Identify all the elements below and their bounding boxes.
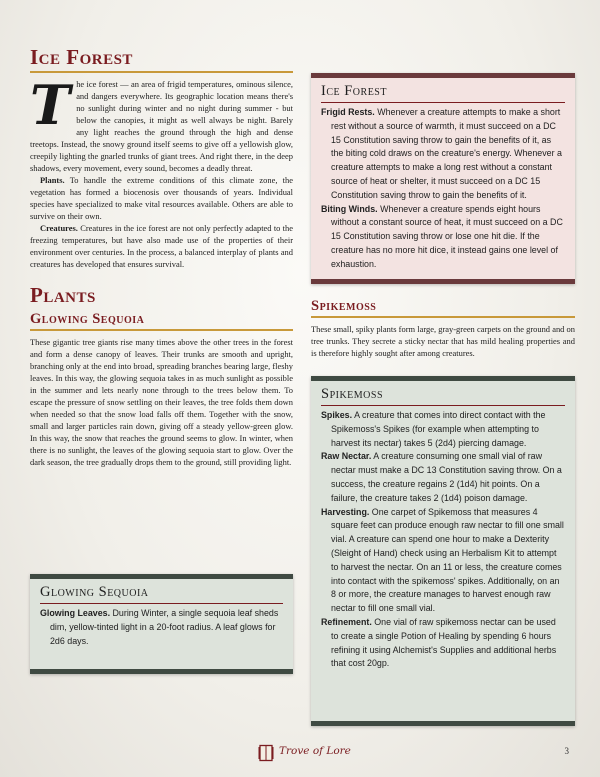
glowing-leaves-entry — [40, 607, 283, 648]
harvesting-text: One carpet of Spikemoss that measures 4 square feet can produce enough raw nectar to fill one small vial. A creature can spend one hour to make a Dexterity (Sleight of Hand) check using an Herbalism Kit to attempt to harvest the nectar. On an 11 or less, the creature comes into contact with the spikemoss' spikes. Additionally, on an 8 or more, the creature manages to harvest enough raw nectar to fill one small vial. — [331, 506, 564, 614]
sequoia-stat-box — [30, 574, 293, 674]
raw-nectar-text: A creature consuming one small vial of raw nectar must make a DC 13 Constitution saving throw. On a success, the creature regains 2 (1d4) hit points. On a failure, the creature takes 2 (1d4) poison damage. — [331, 451, 562, 503]
page-footer — [0, 742, 600, 762]
sequoia-box-rule — [40, 603, 283, 604]
spikes-label: Spikes. — [321, 410, 353, 420]
harvesting-label: Harvesting. — [321, 506, 370, 517]
harvesting-entry — [321, 506, 565, 616]
glowing-leaves-label: Glowing Leaves. — [40, 608, 111, 618]
footer-brand: Trove of Lore — [279, 745, 351, 757]
sequoia-heading: Glowing Sequoia — [30, 311, 145, 327]
raw-nectar-entry — [321, 450, 565, 505]
biting-winds-label: Biting Winds. — [321, 203, 378, 214]
plants-paragraph — [30, 174, 293, 222]
plants-text: To handle the extreme conditions of this climate zone, the vegetation has formed a biocenosis over thousands of years. Individual species have specialized to make vital resources available. Others are able to survive on their own. — [30, 175, 293, 221]
drop-cap: T — [30, 73, 71, 137]
spikemoss-stat-box — [311, 376, 575, 726]
spikemoss-section — [311, 295, 575, 359]
plants-heading: Plants — [30, 283, 96, 307]
refinement-text: One vial of raw spikemoss nectar can be used to create a single Potion of Healing by spending 6 hours refining it using Alchemist's Supplies and additional herbs that cost 20gp. — [331, 616, 557, 669]
creatures-text: Creatures in the ice forest are not only perfectly adapted to the freezing temperatures, but have also made use of the properties of their environment over centuries. In the process, a balanced interplay of plants and creatures has developed that ensures survival. — [30, 223, 293, 269]
sequoia-rule — [30, 329, 293, 331]
frigid-rests-text: Whenever a creature attempts to make a short rest without a source of warmth, it must succeed on a DC 15 Constitution saving throw to gain the benefits of it, as the biting cold draws on the creature's energy. Whenever a creature attempts to make a long rest without a constant source of heat or shelter, it must succeed on a DC 15 Constitution saving throw to gain the benefits of it. — [331, 107, 562, 200]
spikemoss-heading: Spikemoss — [311, 298, 377, 314]
intro-text: he ice forest — an area of frigid temperatures, ominous silence, and dangers everywhere. Its geographic location means there's no sunlight during winter and no night during summer - but below the canopies, it might as well always be night. Barely any light reaches the ground through the high and dense treetops. Instead, the snowy ground itself seems to give off a yellowish glow, creepily lighting the gnarled trunks of giant trees. And right there, in the deep shadows, every movement, every sound, becomes a deadly threat. — [30, 79, 293, 173]
frigid-rests-label: Frigid Rests. — [321, 107, 375, 117]
book-icon — [257, 744, 275, 767]
spikemoss-rule — [311, 316, 575, 318]
frigid-rests-entry — [321, 106, 565, 203]
page-number: 3 — [564, 746, 569, 756]
spikes-text: A creature that comes into direct contact with the Spikemoss's Spikes (for example when attempting to harvest its nectar) takes 5 (2d4) piercing damage. — [331, 410, 546, 448]
biting-winds-text: Whenever a creature spends eight hours without a constant source of heat, it must succeed on a DC 15 Constitution saving throw or lose one hit die. If the creature has no more hit dice, it instead gains one level of exhaustion. — [331, 203, 563, 269]
sequoia-box-title: Glowing Sequoia — [40, 584, 149, 600]
plants-label: Plants. — [40, 175, 65, 185]
refinement-entry — [321, 616, 565, 671]
page-title: Ice Forest — [30, 45, 133, 69]
creatures-label: Creatures. — [40, 223, 78, 233]
spikemoss-box-rule — [321, 405, 565, 406]
spikes-entry — [321, 409, 565, 450]
glowing-leaves-text: During Winter, a single sequoia leaf sheds dim, yellow-tinted light in a 20-foot radius. A leaf glows for 2d6 days. — [50, 608, 279, 646]
spikemoss-paragraph: These small, spiky plants form large, gray-green carpets on the ground and on tree trunks. They secrete a sticky nectar that has mild healing properties and is therefore highly sought after among creatures. — [311, 324, 575, 358]
intro-paragraph — [30, 73, 293, 174]
sequoia-paragraph: These gigantic tree giants rise many times above the other trees in the forest and form a dense canopy of leaves. Their trunks are smooth and upright, branching only at the end into broad, spreading branches bearing large, fleshy leaves. In this way, the glowing sequoia takes in as much sunlight as possible in the summer and lets nearly none through to the trees below them. To escape the pressure of snow settling on their leaves, the tree folds them down when needed so that the snow load falls off them. Together with the snow, small and larger particles rain down, giving off a steady yellow-green glow. In this way, the snow that reaches the ground seems to glow. In winter, when there is no sunlight, the leaves of the glowing sequoia start to glow. Over the dark season, the tree gradually drops them to the ground, still providing light. — [30, 337, 293, 467]
creatures-paragraph — [30, 222, 293, 270]
ice-box-rule — [321, 102, 565, 103]
ice-forest-box — [311, 73, 575, 284]
biting-winds-entry — [321, 203, 565, 272]
raw-nectar-label: Raw Nectar. — [321, 451, 372, 462]
spikemoss-box-title: Spikemoss — [321, 386, 384, 402]
refinement-label: Refinement. — [321, 616, 372, 627]
left-column — [30, 44, 293, 468]
ice-box-title: Ice Forest — [321, 83, 387, 99]
